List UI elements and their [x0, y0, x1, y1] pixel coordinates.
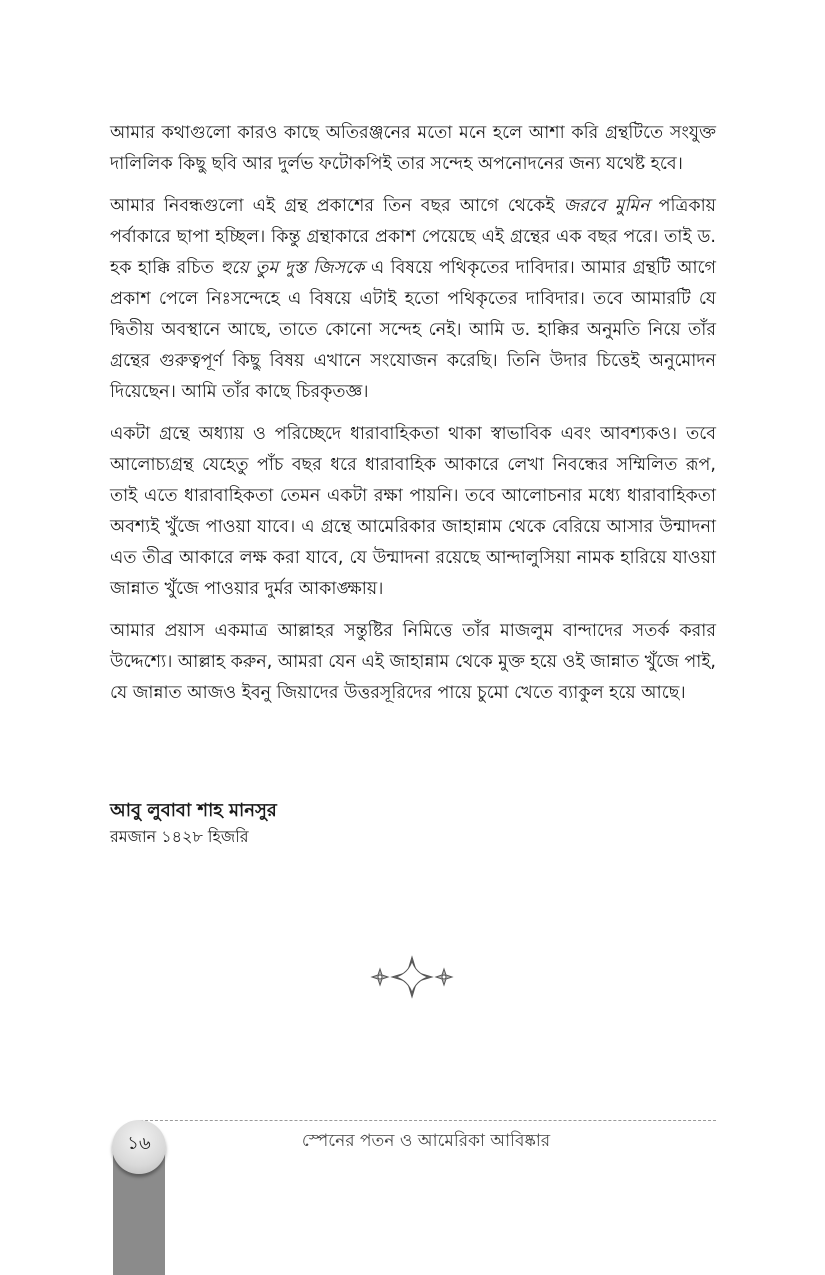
- signature-block: [110, 798, 510, 850]
- footer-divider: [140, 1120, 716, 1121]
- page-number: ১৬: [127, 1132, 151, 1154]
- body-text: [110, 118, 716, 720]
- magazine-title: জরবে মুমিন: [563, 196, 650, 216]
- book-reference-title: হুয়ে তুম দুস্ত জিসকে: [220, 258, 365, 278]
- paragraph-2-part-a: আমার নিবন্ধগুলো এই গ্রন্থ প্রকাশের তিন বছর আগে থেকেই: [110, 196, 564, 216]
- paragraph-4: আমার প্রয়াস একমাত্র আল্লাহর সন্তুষ্টির নিমিত্তে তাঁর মাজলুম বান্দাদের সতর্ক করার উদ্দেশ্যে। আল্লাহ করুন, আমরা যেন এই জাহান্নাম থেকে মুক্ত হয়ে ওই জান্নাত খুঁজে পাই, যে জান্নাত আজও ইবনু জিয়াদের উত্তরসূরিদের পায়ে চুমো খেতে ব্যাকুল হয়ে আছে।: [110, 621, 716, 703]
- paragraph-2: [110, 191, 716, 408]
- author-name: আবু লুবাবা শাহ মানসুর: [110, 800, 277, 821]
- page-number-badge: [112, 1120, 166, 1174]
- paragraph-1: আমার কথাগুলো কারও কাছে অতিরঞ্জনের মতো মনে হলে আশা করি গ্রন্থটিতে সংযুক্ত দালিলিক কিছু ছবি আর দুর্লভ ফটোকপিই তার সন্দেহ অপনোদনের জন্য যথেষ্ট হবে।: [110, 123, 716, 174]
- running-footer-title: স্পেনের পতন ও আমেরিকা আবিষ্কার: [301, 1131, 551, 1151]
- signature-date: রমজান ১৪২৮ হিজরি: [110, 827, 249, 846]
- paragraph-2-part-c: পত্রিকায় পর্বাকারে ছাপা হচ্ছিল। কিন্তু গ্রন্থাকারে প্রকাশ পেয়েছে এই গ্রন্থের এক বছর পরে। তাই ড. হক হাক্কি রচিত: [110, 196, 716, 278]
- diamond-star-ornament-icon: [366, 955, 458, 999]
- paragraph-3: একটা গ্রন্থে অধ্যায় ও পরিচ্ছেদে ধারাবাহিকতা থাকা স্বাভাবিক এবং আবশ্যকও। তবে আলোচ্যগ্রন্থ যেহেতু পাঁচ বছর ধরে ধারাবাহিক আকারে লেখা নিবন্ধের সম্মিলিত রূপ, তাই এতে ধারাবাহিকতা তেমন একটা রক্ষা পায়নি। তবে আলোচনার মধ্যে ধারাবাহিকতা অবশ্যই খুঁজে পাওয়া যাবে। এ গ্রন্থে আমেরিকার জাহান্নাম থেকে বেরিয়ে আসার উন্মাদনা এত তীব্র আকারে লক্ষ করা যাবে, যে উন্মাদনা রয়েছে আন্দালুসিয়া নামক হারিয়ে যাওয়া জান্নাত খুঁজে পাওয়ার দুর্মর আকাঙ্ক্ষায়।: [110, 424, 716, 599]
- paragraph-2-part-e: এ বিষয়ে পথিকৃতের দাবিদার। আমার গ্রন্থটি আগে প্রকাশ পেলে নিঃসন্দেহে এ বিষয়ে এটাই হতো পথিকৃতের দাবিদার। তবে আমারটি যে দ্বিতীয় অবস্থানে আছে, তাতে কোনো সন্দেহ নেই। আমি ড. হাক্কির অনুমতি নিয়ে তাঁর গ্রন্থের গুরুত্বপূর্ণ কিছু বিষয় এখানে সংযোজন করেছি। তিনি উদার চিত্তেই অনুমোদন দিয়েছেন। আমি তাঁর কাছে চিরকৃতজ্ঞ।: [110, 258, 716, 402]
